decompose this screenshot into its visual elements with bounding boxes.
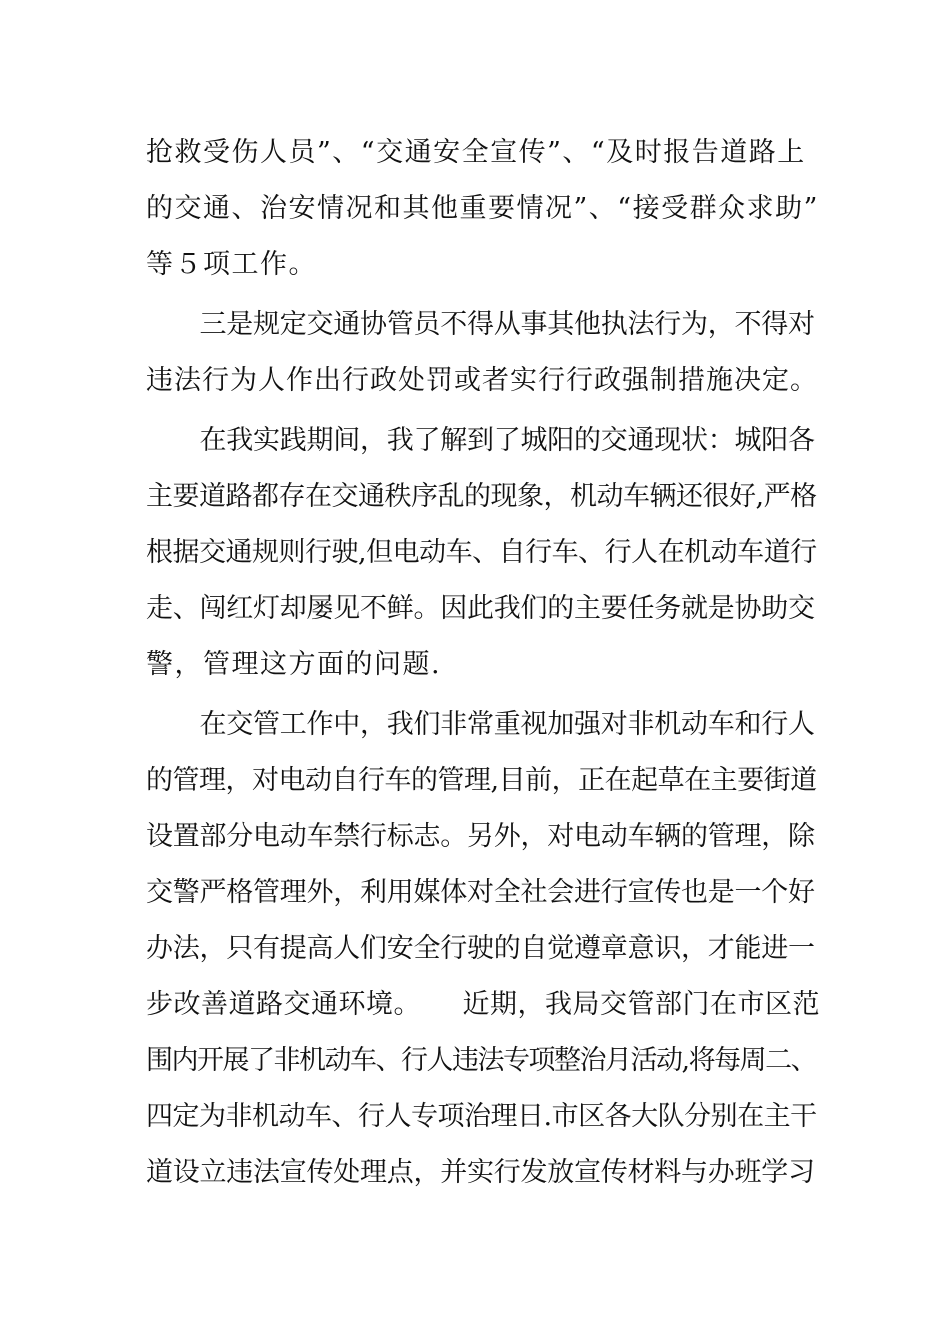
text-line: 四定为非机动车、行人专项治理日.市区各大队分别在主干 (146, 1101, 817, 1132)
text-line: 设置部分电动车禁行标志。另外，对电动车辆的管理，除 (146, 821, 815, 852)
text-line: 在我实践期间，我了解到了城阳的交通现状：城阳各 (146, 425, 815, 456)
text-line: 抢救受伤人员”、“交通安全宣传”、“及时报告道路上 (146, 137, 806, 168)
text-line: 根据交通规则行驶,但电动车、自行车、行人在机动车道行 (146, 537, 817, 568)
text-line: 三是规定交通协管员不得从事其他执法行为，不得对 (146, 309, 815, 340)
text-line: 违法行为人作出行政处罚或者实行行政强制措施决定。 (146, 365, 818, 396)
text-line: 在交管工作中，我们非常重视加强对非机动车和行人 (146, 709, 815, 740)
text-line: 道设立违法宣传处理点，并实行发放宣传材料与办班学习 (146, 1157, 815, 1188)
text-line: 走、闯红灯却屡见不鲜。因此我们的主要任务就是协助交 (146, 593, 815, 624)
text-line: 的管理，对电动自行车的管理,目前，正在起草在主要街道 (146, 765, 817, 796)
text-line: 主要道路都存在交通秩序乱的现象，机动车辆还很好,严格 (146, 481, 817, 512)
text-line: 步改善道路交通环境。 近期，我局交管部门在市区范 (146, 989, 820, 1020)
text-line: 等５项工作。 (146, 249, 317, 280)
text-line: 的交通、治安情况和其他重要情况”、“接受群众求助” (146, 193, 819, 224)
text-line: 办法，只有提高人们安全行驶的自觉遵章意识，才能进一 (146, 933, 815, 964)
text-line: 警，管理这方面的问题. (146, 649, 442, 680)
text-line: 交警严格管理外，利用媒体对全社会进行宣传也是一个好 (146, 877, 815, 908)
text-line: 围内开展了非机动车、行人违法专项整治月活动,将每周二、 (146, 1045, 817, 1076)
